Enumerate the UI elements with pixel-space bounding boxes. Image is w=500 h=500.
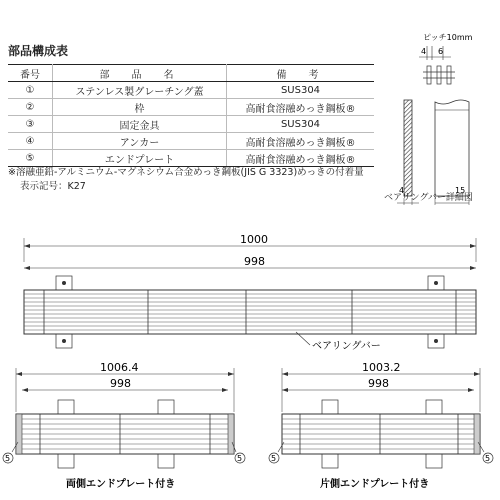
bearing-bar-label: ベアリングバー xyxy=(312,341,381,352)
row-no: ① xyxy=(8,82,53,99)
anchor-tab-top-left xyxy=(56,276,72,290)
dim-bar-gap: 6 xyxy=(438,47,444,56)
one-end-plate-caption: 片側エンドプレート付き xyxy=(320,479,430,490)
material-note-line1: ※溶融亜鉛-アルミニウム-マグネシウム合金めっき鋼板(JIS G 3323)めっきの付着量 xyxy=(8,167,364,178)
bearing-bar-detail-drawing xyxy=(385,30,497,205)
both-end-plates-view xyxy=(0,362,250,500)
inner-length-dim-one: 998 xyxy=(368,377,389,390)
anchor-tab-bottom-right xyxy=(428,334,444,348)
grating-body xyxy=(24,290,476,334)
row-remark: 高耐食溶融めっき鋼板® xyxy=(227,150,375,167)
anchor-tab-bottom-left xyxy=(56,334,72,348)
row-remark: SUS304 xyxy=(227,82,375,99)
header-no: 番号 xyxy=(8,65,53,82)
parts-table xyxy=(8,64,374,167)
pitch-label: ピッチ10mm xyxy=(423,33,473,42)
end-plate-right xyxy=(228,414,234,454)
row-part-name: アンカー xyxy=(53,133,227,150)
parts-table-header xyxy=(8,65,374,82)
table-row xyxy=(8,133,374,150)
row-remark: SUS304 xyxy=(227,116,375,133)
table-row xyxy=(8,99,374,116)
row-part-name: エンドプレート xyxy=(53,150,227,167)
dim-bar-thickness: 4 xyxy=(399,186,405,195)
end-plate-left xyxy=(16,414,22,454)
row-remark: 高耐食溶融めっき鋼板® xyxy=(227,133,375,150)
row-no: ⑤ xyxy=(8,150,53,167)
row-no: ③ xyxy=(8,116,53,133)
row-part-name: 枠 xyxy=(53,99,227,116)
both-end-plates-caption: 両側エンドプレート付き xyxy=(66,479,176,490)
callout-number-right: 5 xyxy=(237,454,243,463)
table-row xyxy=(8,82,374,99)
header-remark: 備 考 xyxy=(227,65,375,82)
bar-side-profile xyxy=(435,100,469,196)
dim-bar-depth: 15 xyxy=(455,186,466,195)
grating-top-view xyxy=(0,232,500,357)
header-part-name: 部 品 名 xyxy=(53,65,227,82)
table-row xyxy=(8,116,374,133)
callout-number-left: 5 xyxy=(5,454,11,463)
inner-length-dim-both: 998 xyxy=(110,377,131,390)
overall-length-dim: 1000 xyxy=(240,233,268,246)
table-row xyxy=(8,150,374,167)
bearing-detail-caption: ベアリングバー詳細図 xyxy=(384,193,473,203)
inner-length-dim: 998 xyxy=(244,255,265,268)
material-note-line2: 表示記号：K27 xyxy=(20,181,86,192)
overall-length-dim-both: 1006.4 xyxy=(100,362,139,374)
one-end-plate-view xyxy=(250,362,500,500)
row-no: ② xyxy=(8,99,53,116)
row-part-name: ステンレス製グレーチング蓋 xyxy=(53,82,227,99)
row-remark: 高耐食溶融めっき鋼板® xyxy=(227,99,375,116)
parts-table-title: 部品構成表 xyxy=(8,44,69,58)
anchor-tab-top-right xyxy=(428,276,444,290)
row-no: ④ xyxy=(8,133,53,150)
material-note xyxy=(8,166,388,194)
callout-number-right-one: 5 xyxy=(485,454,491,463)
bar-section-small xyxy=(423,66,455,84)
bar-hatched-section xyxy=(404,100,412,196)
row-part-name: 固定金具 xyxy=(53,116,227,133)
dim-bar-width: 4 xyxy=(421,47,427,56)
end-plate-single xyxy=(474,414,480,454)
overall-length-dim-one: 1003.2 xyxy=(362,362,401,374)
callout-number-left-one: 5 xyxy=(271,454,277,463)
